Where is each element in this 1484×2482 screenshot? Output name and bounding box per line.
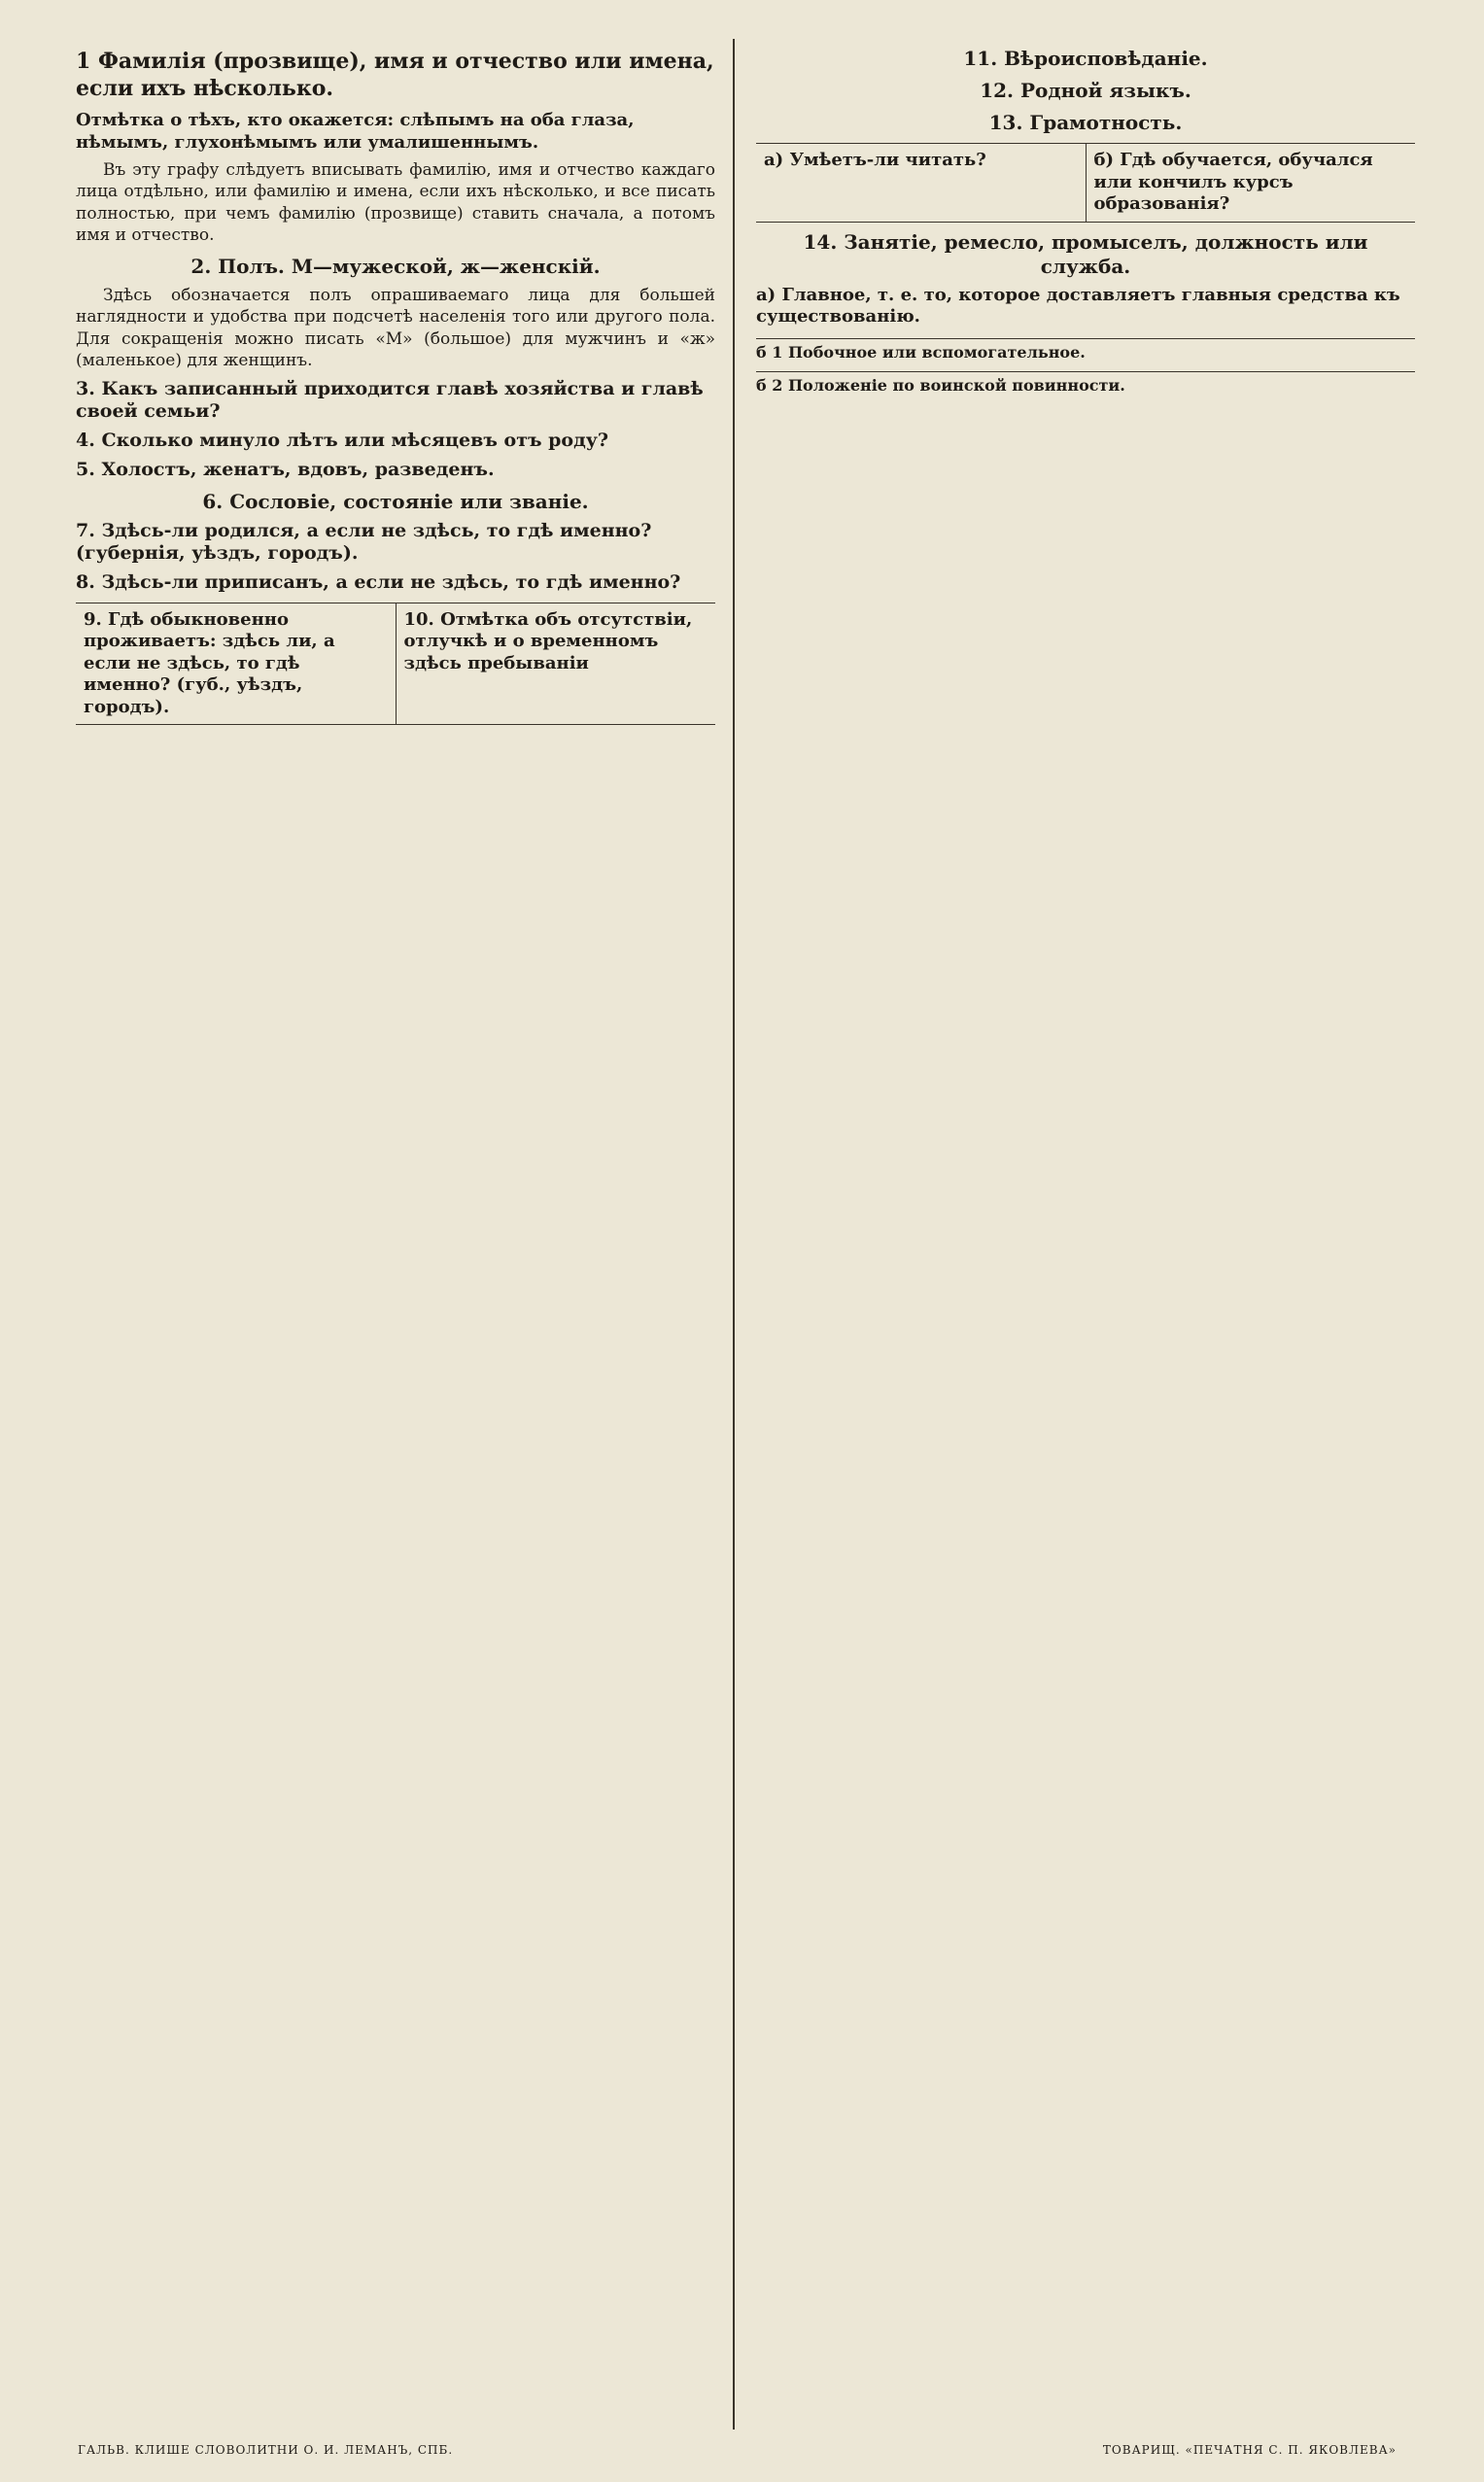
section-14a-subtitle: а) Главное, т. е. то, которое доставляетъ главныя средства къ существованію.: [756, 284, 1400, 327]
footer-right-imprint: ТОВАРИЩ. «ПЕЧАТНЯ С. П. ЯКОВЛЕВА»: [1102, 2443, 1397, 2457]
section-14b1-title: б 1 Побочное или вспомогательное.: [756, 338, 1415, 362]
section-9-title: 9. Гдѣ обыкновенно проживаетъ: здѣсь ли, а если не здѣсь, то гдѣ именно? (губ., уѣздъ, городъ).: [84, 608, 335, 717]
section-2-title: 2. Полъ. М—мужеской, ж—женскій.: [190, 254, 601, 278]
section-13a-title: а) Умѣетъ-ли читать?: [764, 150, 986, 170]
section-1-title: 1 Фамилія (прозвище), имя и отчество или имена, если ихъ нѣсколько.: [76, 49, 714, 101]
section-13b-title: б) Гдѣ обучается, обучался или кончилъ курсъ образованія?: [1086, 144, 1416, 222]
section-2-paragraph: Здѣсь обозначается полъ опрашиваемаго лица для большей наглядности и удобства при подсчетѣ населенія того или другого пола. Для сокращенія можно писать «М» (большое) для мужчинъ и «ж» (маленькое) для женщинъ.: [76, 285, 715, 371]
left-column: [35, 39, 735, 2430]
section-1-subtitle: Отмѣтка о тѣхъ, кто окажется: слѣпымъ на оба глаза, нѣмымъ, глухонѣмымъ или умалишеннымъ.: [76, 110, 635, 153]
section-4-title: 4. Сколько минуло лѣтъ или мѣсяцевъ отъ роду?: [76, 430, 609, 451]
section-14b2-title: б 2 Положеніе по воинской повинности.: [756, 371, 1415, 395]
section-10-title: 10. Отмѣтка объ отсутствіи, отлучкѣ и о временномъ здѣсь пребываніи: [396, 603, 716, 725]
section-8-title: 8. Здѣсь-ли приписанъ, а если не здѣсь, то гдѣ именно?: [76, 571, 681, 593]
section-13-subheaders: [756, 143, 1415, 223]
section-6-title: 6. Сословіе, состояніе или званіе.: [202, 489, 589, 513]
section-7-title: 7. Здѣсь-ли родился, а если не здѣсь, то гдѣ именно? (губернія, уѣздъ, городъ).: [76, 519, 652, 565]
section-14-title: 14. Занятіе, ремесло, промыселъ, должность или служба.: [803, 229, 1368, 278]
page-footer: [78, 2443, 1397, 2457]
section-11-title: 11. Вѣроисповѣданіе.: [963, 47, 1208, 70]
section-13-title: 13. Грамотность.: [988, 111, 1183, 134]
sections-9-10-header: [76, 603, 715, 726]
section-12-title: 12. Родной языкъ.: [980, 79, 1191, 102]
section-3-title: 3. Какъ записанный приходится главѣ хозяйства и главѣ своей семьи?: [76, 377, 704, 423]
section-1-paragraph: Въ эту графу слѣдуетъ вписывать фамилію, имя и отчество каждаго лица отдѣльно, или фамилію и имена, если ихъ нѣсколько, и все писать полностью, при чемъ фамилію (прозвище) ставить сначала, а потомъ имя и отчество.: [76, 160, 715, 246]
section-5-title: 5. Холостъ, женатъ, вдовъ, разведенъ.: [76, 458, 495, 480]
right-column: [735, 39, 1434, 2430]
footer-left-imprint: ГАЛЬВ. КЛИШЕ СЛОВОЛИТНИ О. И. ЛЕМАНЪ, СПБ.: [78, 2443, 454, 2457]
